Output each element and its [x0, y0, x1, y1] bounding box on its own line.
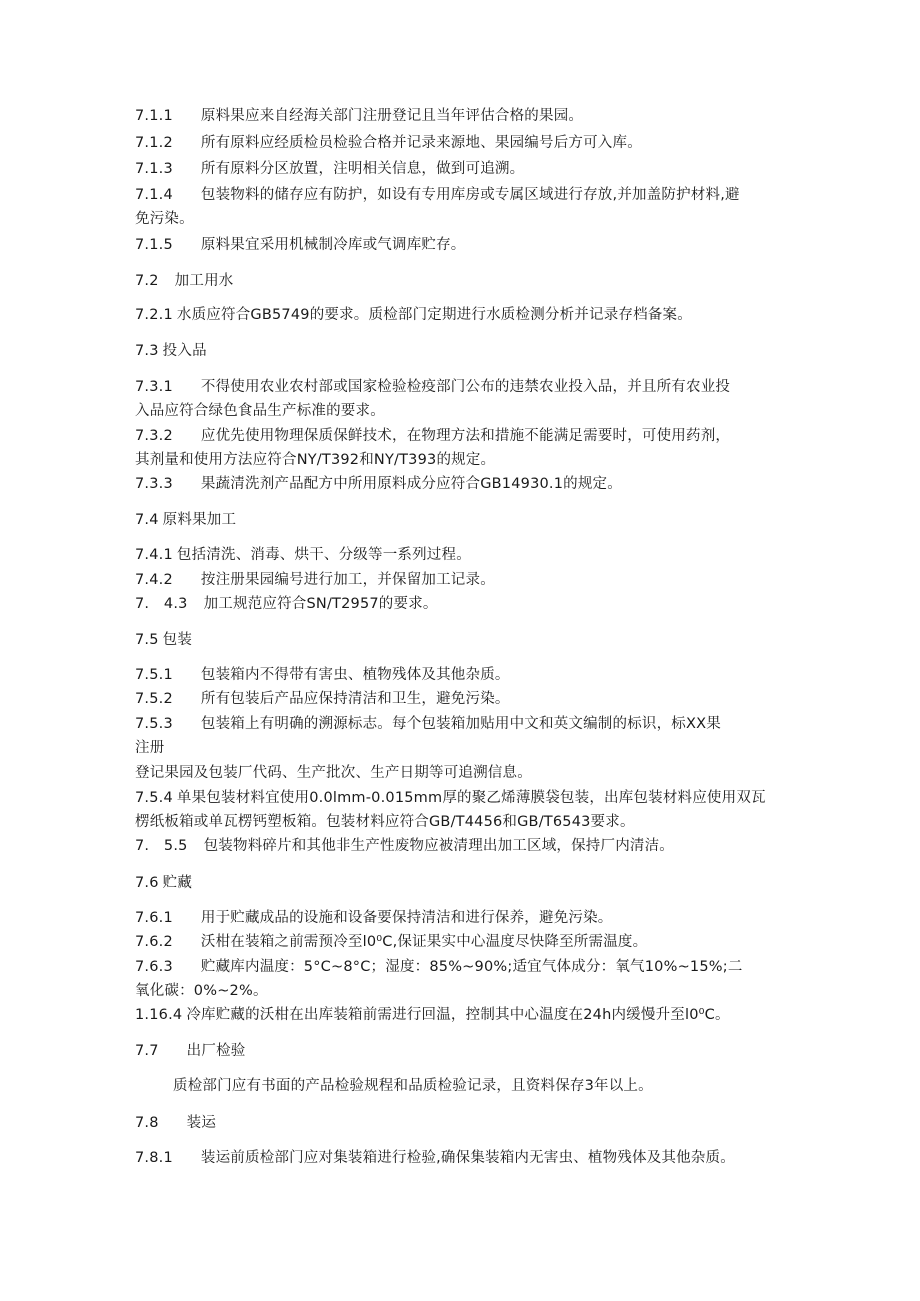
clause-text: 原料果宜采用机械制冷库或气调库贮存。 — [200, 237, 466, 253]
clause-number: 7. 5.5 — [135, 838, 188, 854]
clause-number: 7.3.2 — [135, 428, 173, 444]
section-number: 7.5 — [135, 632, 159, 648]
clause-7-4-2 — [135, 570, 495, 590]
clause-number: 7. 4.3 — [135, 596, 188, 612]
clause-7-5-1 — [135, 665, 510, 685]
section-heading-7-2 — [135, 271, 233, 291]
clause-number: 7.3.3 — [135, 476, 173, 492]
clause-7-5-4 — [135, 788, 766, 808]
clause-7-5-3 — [135, 714, 721, 734]
clause-number: 7.2.1 — [135, 307, 173, 323]
section-number: 7.3 — [135, 343, 159, 359]
clause-text: 所有原料分区放置，注明相关信息，做到可追溯。 — [200, 161, 525, 177]
clause-7-3-2 — [135, 426, 730, 446]
clause-7-5-2 — [135, 689, 510, 709]
section-number: 7.4 — [135, 512, 159, 528]
clause-text: 包装箱上有明确的溯源标志。每个包装箱加贴用中文和英文编制的标识，标XX果 — [200, 716, 721, 732]
clause-text: 水质应符合GB5749的要求。质检部门定期进行水质检测分析并记录存档备案。 — [176, 307, 692, 323]
clause-7-6-3 — [135, 957, 743, 977]
clause-text: 登记果园及包装厂代码、生产批次、生产日期等可追溯信息。 — [135, 765, 532, 781]
clause-number: 7.1.4 — [135, 187, 173, 203]
clause-number: 7.1.5 — [135, 237, 173, 253]
section-number: 7.8 — [135, 1115, 159, 1131]
clause-text: 包装箱内不得带有害虫、植物残体及其他杂质。 — [200, 667, 510, 683]
clause-7-2-1 — [135, 305, 692, 325]
section-heading-7-4 — [135, 510, 236, 530]
clause-7-1-3 — [135, 159, 524, 179]
clause-text: 免污染。 — [135, 211, 194, 227]
clause-number: 7.5.2 — [135, 691, 173, 707]
section-number: 7.6 — [135, 875, 159, 891]
section-title: 包装 — [162, 632, 193, 648]
clause-text: 所有包装后产品应保持清洁和卫生，避免污染。 — [200, 691, 510, 707]
clause-text: 果蔬清洗剂产品配方中所用原料成分应符合GB14930.1的规定。 — [200, 476, 622, 492]
clause-number: 7.6.1 — [135, 910, 173, 926]
clause-7-1-2 — [135, 133, 642, 153]
section-heading-7-5 — [135, 630, 192, 650]
clause-number: 7.5.3 — [135, 716, 173, 732]
clause-7-1-1 — [135, 106, 583, 126]
clause-continuation — [135, 450, 495, 470]
section-heading-7-3 — [135, 341, 207, 361]
clause-number: 7.8.1 — [135, 1150, 173, 1166]
section-title: 出厂检验 — [186, 1043, 246, 1059]
clause-7-1-5 — [135, 235, 466, 255]
clause-7-5-5 — [135, 836, 674, 856]
clause-number: 7.6.2 — [135, 934, 173, 950]
clause-number: 7.4.1 — [135, 547, 173, 563]
section-title: 装运 — [186, 1115, 217, 1131]
clause-number: 7.3.1 — [135, 379, 173, 395]
clause-text: 贮藏库内温度：5°C~8°C；湿度：85%~90%;适宜气体成分：氧气10%~15%;二 — [200, 959, 743, 975]
clause-7-1-4 — [135, 185, 740, 205]
clause-number: 7.5.4 — [135, 790, 173, 806]
clause-number: 7.1.1 — [135, 108, 173, 124]
section-title: 投入品 — [162, 343, 207, 359]
clause-text: 所有原料应经质检员检验合格并记录来源地、果园编号后方可入库。 — [200, 135, 642, 151]
clause-text: 装运前质检部门应对集装箱进行检验,确保集装箱内无害虫、植物残体及其他杂质。 — [200, 1150, 735, 1166]
clause-7-8-1 — [135, 1148, 735, 1168]
clause-text: 不得使用农业农村部或国家检验检疫部门公布的违禁农业投入品，并且所有农业投 — [200, 379, 731, 395]
clause-text: 沃柑在装箱之前需预冷至l0⁰C,保证果实中心温度尽快降至所需温度。 — [200, 934, 648, 950]
section-heading-7-6 — [135, 873, 192, 893]
clause-text: 入品应符合绿色食品生产标准的要求。 — [135, 403, 385, 419]
clause-text: 冷库贮藏的沃柑在出库装箱前需进行回温，控制其中心温度在24h内缓慢升至l0⁰C。 — [186, 1007, 730, 1023]
clause-1-16-4 — [135, 1005, 730, 1025]
clause-7-6-2 — [135, 932, 647, 952]
paragraph-text: 质检部门应有书面的产品检验规程和品质检验记录，且资料保存3年以上。 — [173, 1078, 653, 1094]
clause-number: 1.16.4 — [135, 1007, 183, 1023]
clause-7-6-1 — [135, 908, 613, 928]
clause-number: 7.1.3 — [135, 161, 173, 177]
paragraph-7-7 — [173, 1076, 653, 1096]
clause-number: 7.1.2 — [135, 135, 173, 151]
clause-text: 原料果应来自经海关部门注册登记且当年评估合格的果园。 — [200, 108, 584, 124]
clause-text: 其剂量和使用方法应符合NY/T392和NY/T393的规定。 — [135, 452, 496, 468]
section-number: 7.2 — [135, 273, 159, 289]
clause-text: 按注册果园编号进行加工，并保留加工记录。 — [200, 572, 495, 588]
clause-7-4-3 — [135, 594, 438, 614]
clause-text: 单果包装材料宜使用0.0lmm-0.015mm厚的聚乙烯薄膜袋包装，出库包装材料应使用双瓦 — [176, 790, 766, 806]
clause-7-3-1 — [135, 377, 730, 397]
section-heading-7-8 — [135, 1113, 216, 1133]
section-title: 贮藏 — [162, 875, 193, 891]
clause-text: 加工规范应符合SN/T2957的要求。 — [203, 596, 438, 612]
clause-text: 氧化碳：0%~2%。 — [135, 983, 268, 999]
section-number: 7.7 — [135, 1043, 159, 1059]
clause-number: 7.6.3 — [135, 959, 173, 975]
clause-7-4-1 — [135, 545, 471, 565]
clause-text: 注册 — [135, 740, 165, 756]
clause-text: 用于贮藏成品的设施和设备要保持清洁和进行保养，避免污染。 — [200, 910, 613, 926]
clause-text: 包括清洗、消毒、烘干、分级等一系列过程。 — [176, 547, 471, 563]
clause-text: 应优先使用物理保质保鲜技术，在物理方法和措施不能满足需要时，可使用药剂， — [200, 428, 731, 444]
clause-continuation — [135, 981, 268, 1001]
clause-continuation — [135, 812, 635, 832]
clause-text: 包装物料的储存应有防护，如设有专用库房或专属区域进行存放,并加盖防护材料,避 — [200, 187, 740, 203]
section-heading-7-7 — [135, 1041, 245, 1061]
clause-number: 7.5.1 — [135, 667, 173, 683]
clause-continuation — [135, 401, 385, 421]
clause-7-3-3 — [135, 474, 622, 494]
clause-text: 包装物料碎片和其他非生产性废物应被清理出加工区域，保持厂内清洁。 — [203, 838, 675, 854]
clause-continuation — [135, 738, 164, 758]
clause-number: 7.4.2 — [135, 572, 173, 588]
clause-continuation — [135, 209, 194, 229]
section-title: 原料果加工 — [162, 512, 237, 528]
clause-text: 楞纸板箱或单瓦楞钙塑板箱。包装材料应符合GB/T4456和GB/T6543要求。 — [135, 814, 635, 830]
section-title: 加工用水 — [174, 273, 234, 289]
clause-continuation — [135, 763, 532, 783]
